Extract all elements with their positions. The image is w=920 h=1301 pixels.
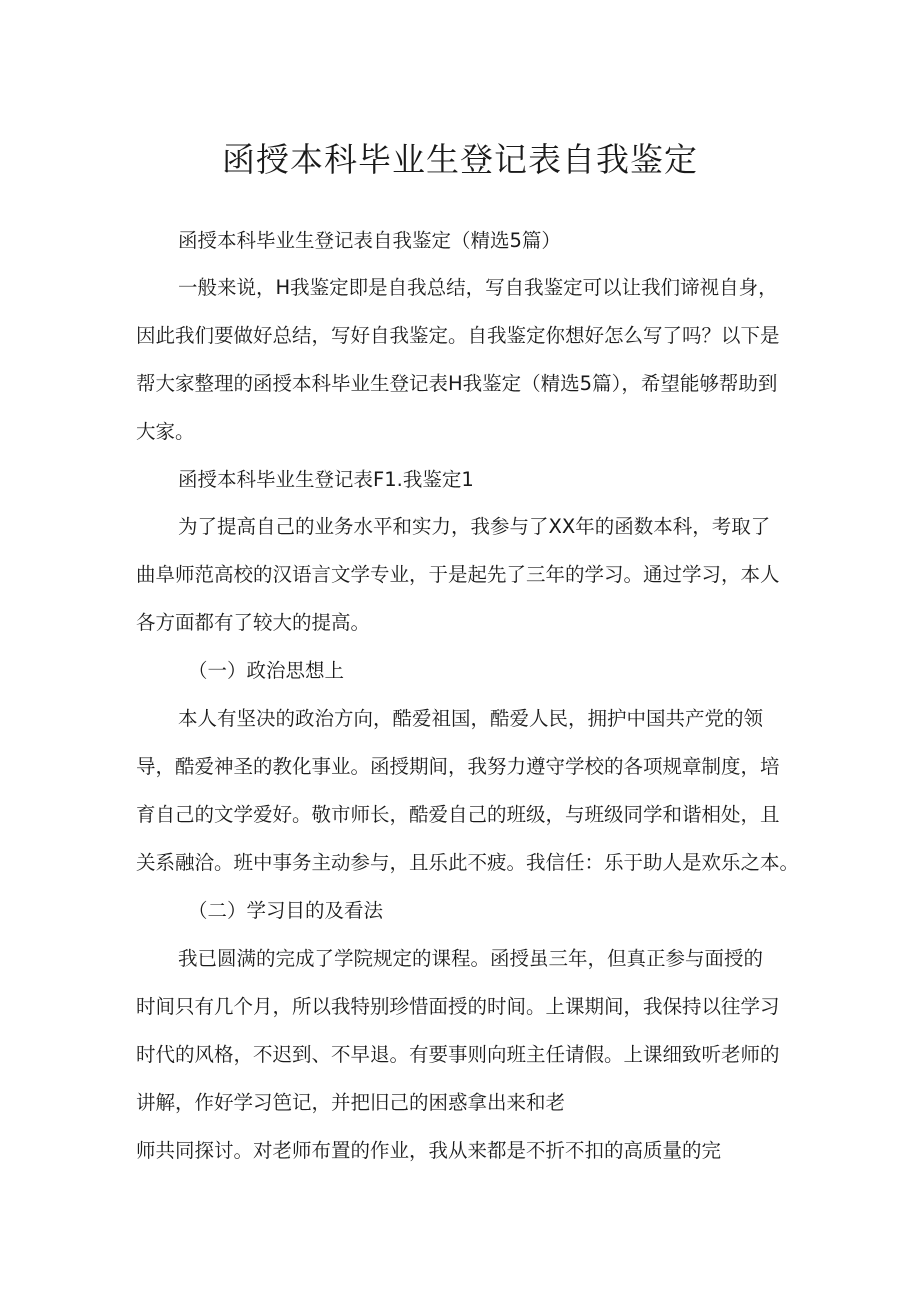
text-line: 导，酷爱神圣的教化事业。函授期间，我努力遵守学校的各项规章制度，培 xyxy=(136,755,780,778)
text-line: 时代的风格，不迟到、不早退。有要事则向班主任请假。上课细致听老师的 xyxy=(136,1043,780,1066)
text-line: 我已圆满的完成了学院规定的课程。函授虽三年，但真正参与面授的 xyxy=(178,947,764,970)
text-line: 育自己的文学爱好。敬市师长，酷爱自己的班级，与班级同学和谐相处，且 xyxy=(136,803,780,826)
subsection-heading: （二）学习目的及看法 xyxy=(188,899,384,922)
document-title: 函授本科毕业生登记表自我鉴定 xyxy=(222,140,698,179)
text-line: 关系融洽。班中事务主动参与，且乐此不疲。我信任：乐于助人是欢乐之本。 xyxy=(136,851,800,874)
text-line: 为了提高自己的业务水平和实力，我参与了XX年的函数本科，考取了 xyxy=(178,515,771,538)
text-line: 一般来说，H我鉴定即是自我总结，写自我鉴定可以让我们谛视自身， xyxy=(178,276,778,299)
subtitle-line: 函授本科毕业生登记表自我鉴定（精选5篇） xyxy=(178,229,561,252)
text-line: 师共同探讨。对老师布置的作业，我从来都是不折不扣的高质量的完 xyxy=(136,1139,722,1162)
text-line: 因此我们要做好总结，写好自我鉴定。自我鉴定你想好怎么写了吗？以下是 xyxy=(136,324,780,347)
text-line: 曲阜师范高校的汉语言文学专业，于是起先了三年的学习。通过学习，本人 xyxy=(136,563,780,586)
subsection-heading: （一）政治思想上 xyxy=(188,659,345,682)
text-line: 本人有坚决的政治方向，酷爱祖国，酷爱人民，拥护中国共产党的领 xyxy=(178,707,764,730)
text-line: 讲解，作好学习笆记，并把旧己的困惑拿出来和老 xyxy=(136,1091,566,1114)
section-heading: 函授本科毕业生登记表F1.我鉴定1 xyxy=(178,468,474,491)
text-line: 帮大家整理的函授本科毕业生登记表H我鉴定（精选5篇），希望能够帮助到 xyxy=(136,372,778,395)
text-line: 时间只有几个月，所以我特别珍惜面授的时间。上课期间，我保持以往学习 xyxy=(136,995,780,1018)
text-line: 大家。 xyxy=(136,420,195,443)
text-line: 各方面都有了较大的提高。 xyxy=(136,611,371,634)
